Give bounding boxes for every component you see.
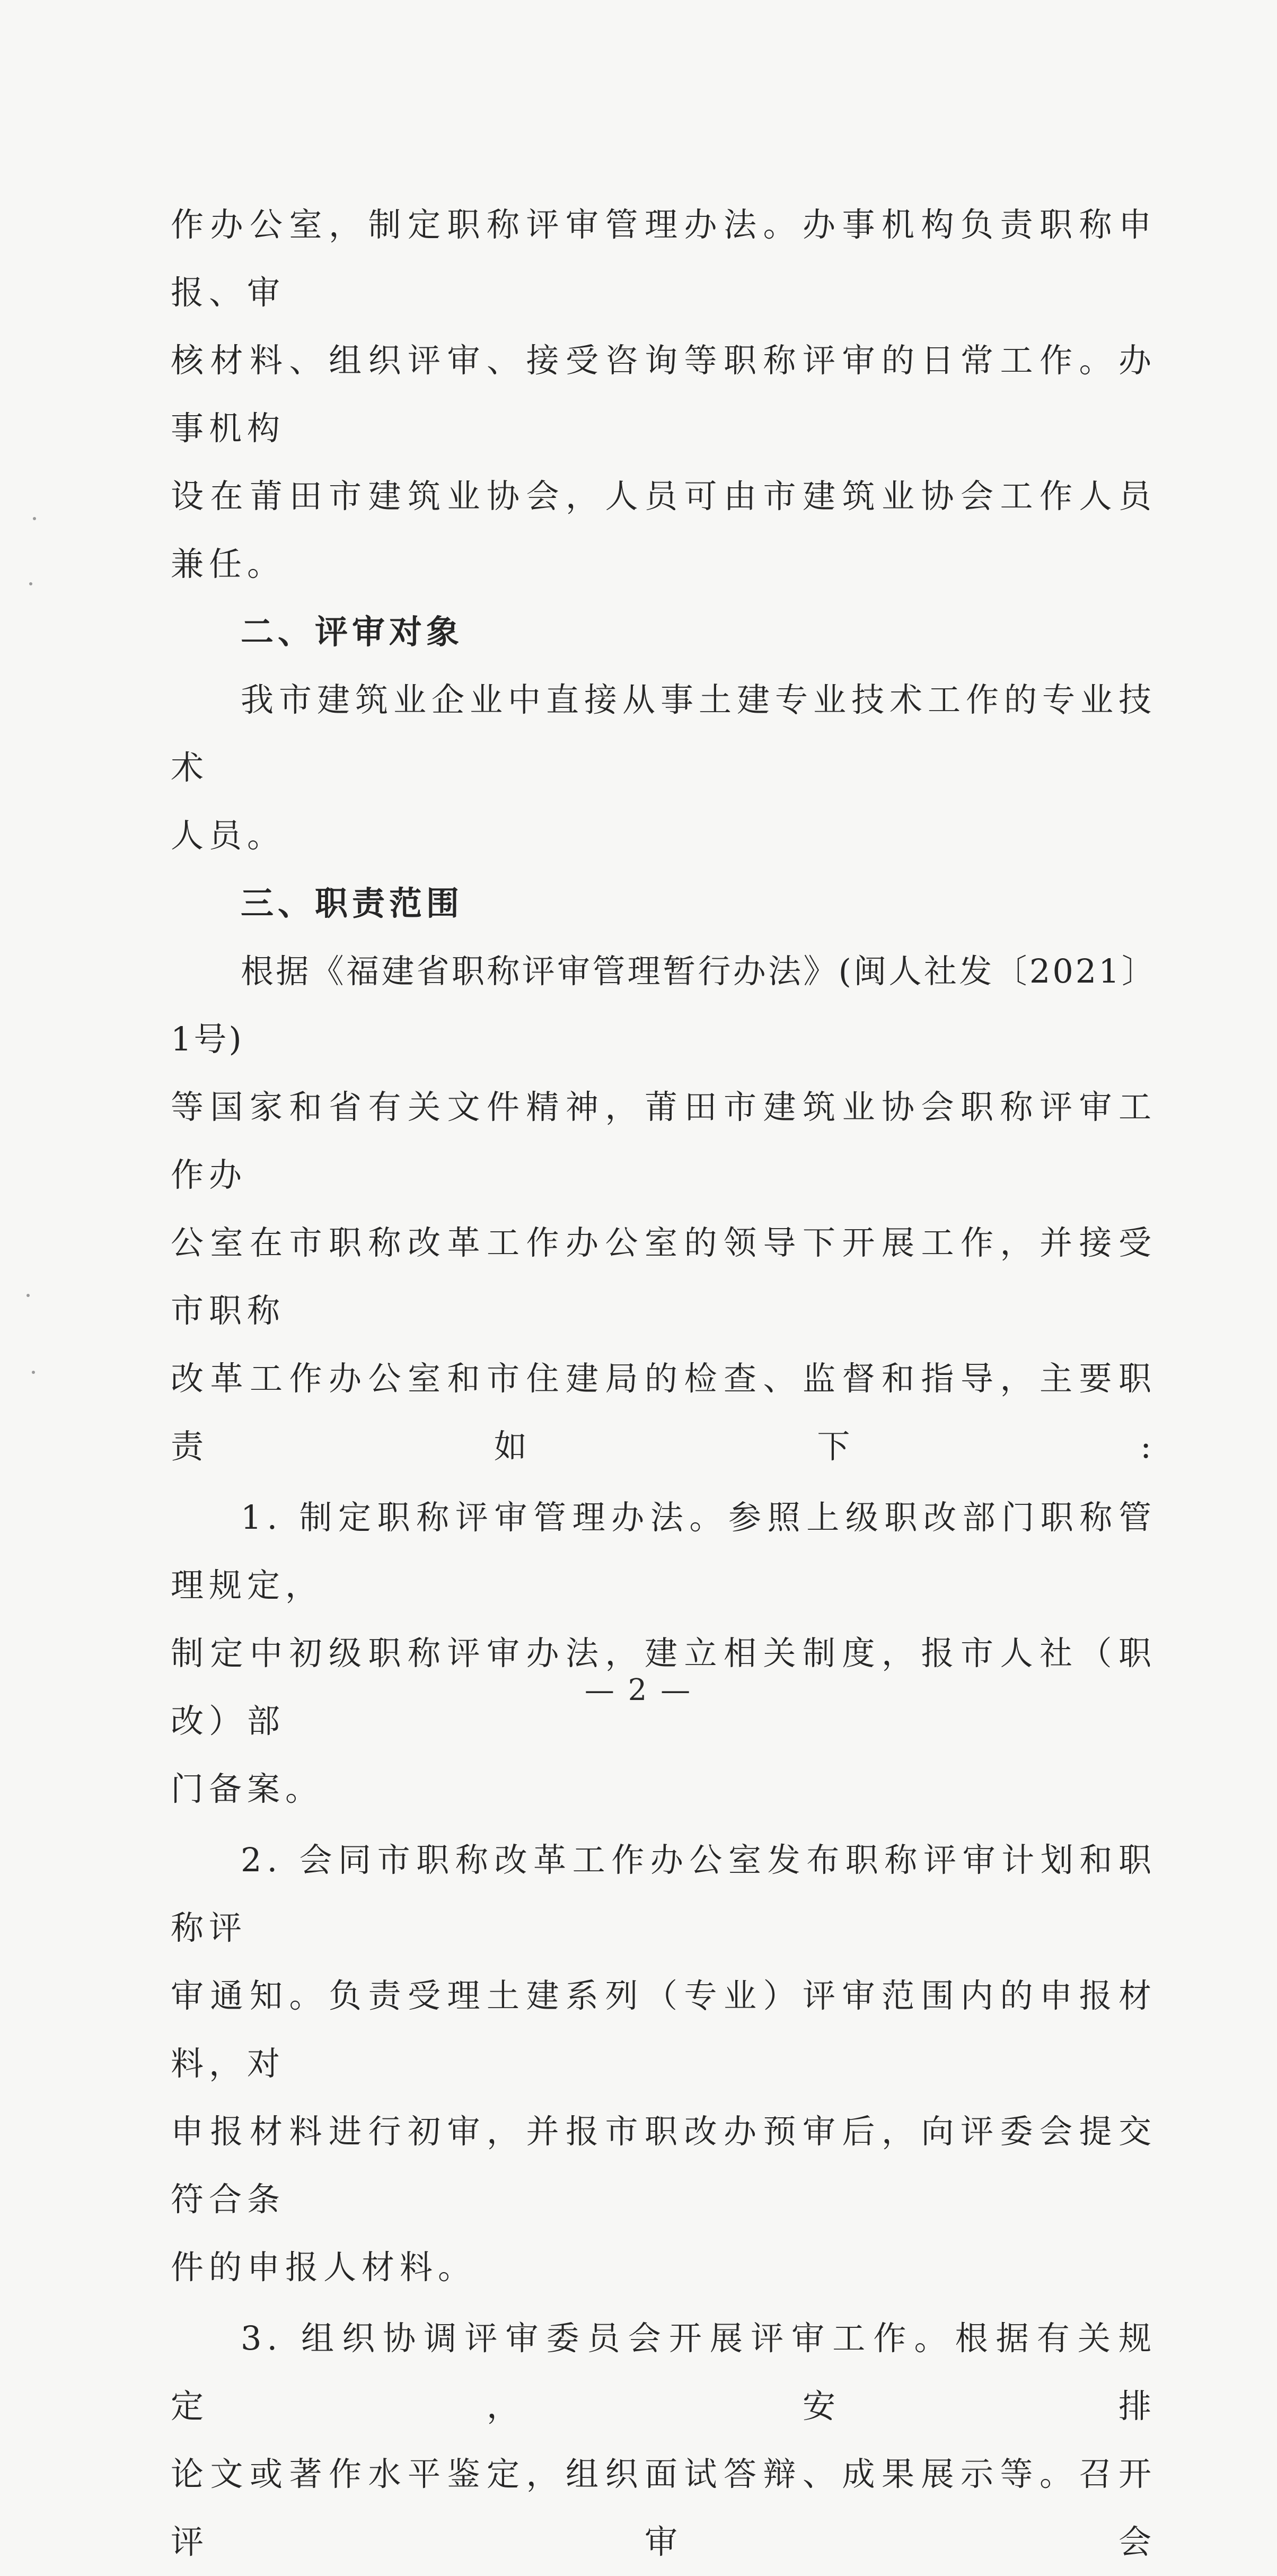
text-line: 核材料、组织评审、接受咨询等职称评审的日常工作。办事机构 [171, 341, 1157, 448]
list-item-2 [171, 1826, 1157, 2301]
text-line: 件的申报人材料。 [171, 2248, 477, 2286]
scan-speck [27, 1294, 30, 1297]
scan-speck [32, 1371, 35, 1374]
text-line: 制定中初级职称评审办法，建立相关制度，报市人社（职改）部 [171, 1634, 1157, 1740]
text-line: 作办公室，制定职称评审管理办法。办事机构负责职称申报、审 [171, 205, 1157, 312]
list-item-3 [171, 2305, 1157, 2576]
text-line: 申报材料进行初审，并报市职改办预审后，向评委会提交符合条 [171, 2112, 1157, 2219]
paragraph-continuation [171, 191, 1157, 598]
text-line: 2. 会同市职称改革工作办公室发布职称评审计划和职称评 [171, 1841, 1157, 1947]
text-line: 门备案。 [171, 1769, 324, 1808]
text-line: 等国家和省有关文件精神，莆田市建筑业协会职称评审工作办 [171, 1088, 1157, 1194]
text-line: 审通知。负责受理土建系列（专业）评审范围内的申报材料，对 [171, 1976, 1157, 2083]
text-line: 根据《福建省职称评审管理暂行办法》(闽人社发〔2021〕1号) [171, 952, 1157, 1058]
text-line: 人员。 [171, 816, 286, 855]
document-body [171, 191, 1157, 2576]
scan-speck [33, 517, 36, 520]
text-line: 公室在市职称改革工作办公室的领导下开展工作，并接受市职称 [171, 1223, 1157, 1330]
text-line: 论文或著作水平鉴定，组织面试答辩、成果展示等。召开评审会 [171, 2455, 1157, 2561]
text-line: 3. 组织协调评审委员会开展评审工作。根据有关规定，安排 [171, 2319, 1157, 2425]
text-line: 设在莆田市建筑业协会，人员可由市建筑业协会工作人员兼任。 [171, 477, 1157, 583]
section-heading-responsibilities: 三、职责范围 [241, 884, 464, 923]
text-line: 1. 制定职称评审管理办法。参照上级职改部门职称管理规定， [171, 1498, 1157, 1605]
section-heading-review-objects: 二、评审对象 [241, 612, 464, 651]
paragraph-responsibilities-intro [171, 937, 1157, 1480]
scan-speck [29, 582, 32, 585]
paragraph-review-objects [171, 666, 1157, 870]
text-line: 我市建筑业企业中直接从事土建专业技术工作的专业技术 [171, 680, 1157, 787]
text-line: 改革工作办公室和市住建局的检查、监督和指导，主要职责如下: [171, 1359, 1157, 1466]
page-number: — 2 — [584, 1673, 693, 1707]
list-item-1 [171, 1484, 1157, 1823]
